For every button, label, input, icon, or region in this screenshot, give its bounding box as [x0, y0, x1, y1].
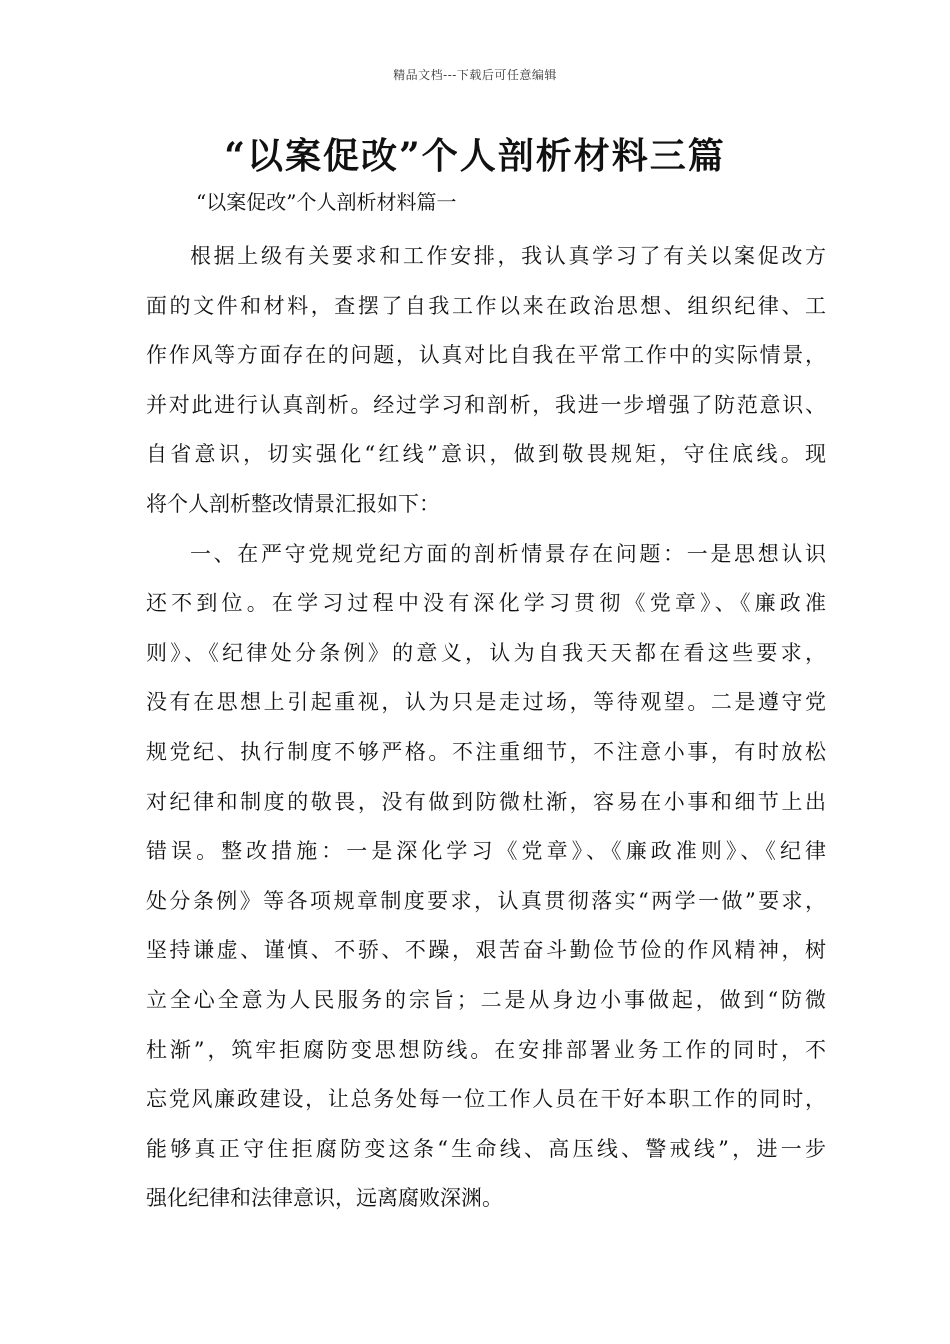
text-line: 错误。整改措施：一是深化学习《党章》、《廉政准则》、《纪律: [146, 839, 826, 864]
text-line: 一、在严守党规党纪方面的剖析情景存在问题：一是思想认识: [190, 541, 826, 566]
text-line: 立全心全意为人民服务的宗旨；二是从身边小事做起，做到“防微: [146, 987, 826, 1012]
text-line: 根据上级有关要求和工作安排，我认真学习了有关以案促改方: [190, 244, 826, 268]
text-line: 忘党风廉政建设，让总务处每一位工作人员在干好本职工作的同时，: [146, 1087, 826, 1112]
text-line: 处分条例》等各项规章制度要求，认真贯彻落实“两学一做”要求，: [146, 888, 826, 913]
paragraph-1: [146, 232, 826, 530]
text-line: 对纪律和制度的敬畏，没有做到防微杜渐，容易在小事和细节上出: [146, 789, 826, 814]
text-line: 并对此进行认真剖析。经过学习和剖析，我进一步增强了防范意识、: [146, 392, 826, 417]
paragraph-2: [146, 530, 826, 1224]
text-line: 坚持谦虚、谨慎、不骄、不躁，艰苦奋斗勤俭节俭的作风精神，树: [146, 938, 826, 963]
text-line: 将个人剖析整改情景汇报如下：: [146, 491, 440, 516]
text-line: 面的文件和材料，查摆了自我工作以来在政治思想、组织纪律、工: [146, 293, 826, 318]
text-line: 自省意识，切实强化“红线”意识，做到敬畏规矩，守住底线。现: [146, 442, 826, 467]
document-title: “以案促改”个人剖析材料三篇: [224, 135, 726, 177]
text-line: 没有在思想上引起重视，认为只是走过场，等待观望。二是遵守党: [146, 690, 826, 715]
header-note: 精品文档---下载后可任意编辑: [393, 68, 557, 82]
text-line: 能够真正守住拒腐防变这条“生命线、高压线、警戒线”，进一步: [146, 1136, 826, 1161]
section-subtitle: “以案促改”个人剖析材料篇一: [196, 190, 457, 214]
text-line: 杜渐”，筑牢拒腐防变思想防线。在安排部署业务工作的同时，不: [146, 1037, 826, 1062]
document-body: [146, 232, 826, 1224]
text-line: 作作风等方面存在的问题，认真对比自我在平常工作中的实际情景，: [146, 343, 826, 368]
text-line: 强化纪律和法律意识，远离腐败深渊。: [146, 1186, 503, 1211]
text-line: 还不到位。在学习过程中没有深化学习贯彻《党章》、《廉政准: [146, 591, 826, 616]
text-line: 则》、《纪律处分条例》的意义，认为自我天天都在看这些要求，: [146, 640, 826, 665]
text-line: 规党纪、执行制度不够严格。不注重细节，不注意小事，有时放松: [146, 739, 826, 764]
